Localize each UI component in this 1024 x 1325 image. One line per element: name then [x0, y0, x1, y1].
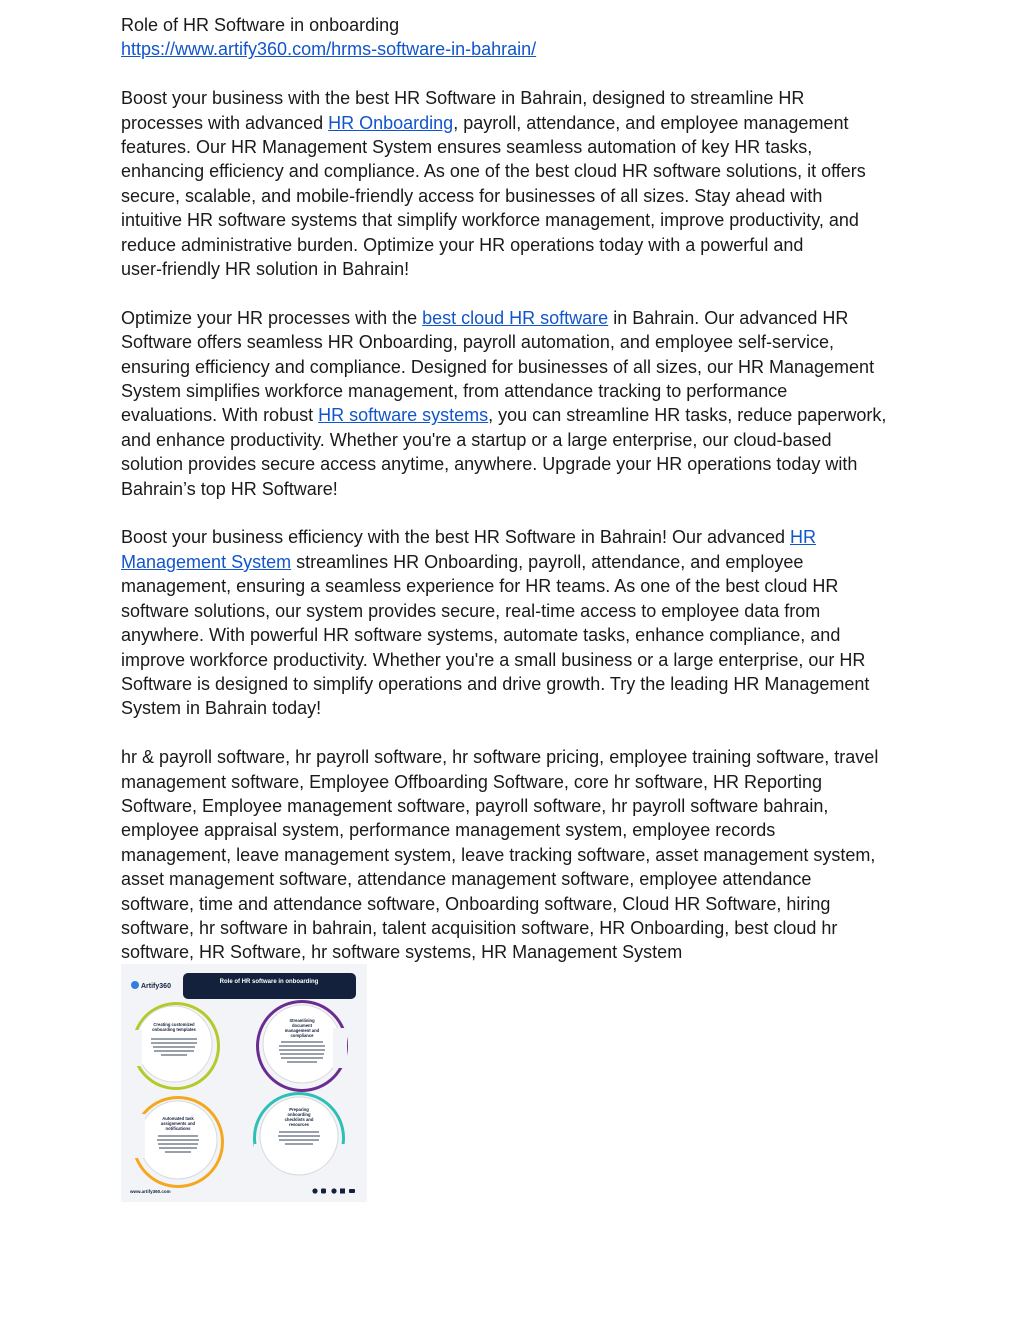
document-page — [121, 13, 911, 965]
source-url-link[interactable]: https://www.artify360.com/hrms-software-in-bahrain/ — [121, 39, 537, 60]
svg-text:assignments and: assignments and — [160, 1121, 196, 1126]
hr-management-system-link-cont[interactable]: Management System — [121, 551, 292, 572]
paragraph-line: user-friendly HR solution in Bahrain! — [121, 259, 410, 280]
paragraph-line: Bahrain’s top HR Software! — [121, 478, 338, 499]
svg-text:management and: management and — [284, 1028, 320, 1033]
svg-text:Artify360: Artify360 — [141, 983, 171, 990]
keyword-line: employee appraisal system, performance management system, employee records — [121, 820, 776, 841]
keyword-line: management software, Employee Offboarding Software, core hr software, HR Reporting — [121, 771, 823, 792]
paragraph-line: Boost your business efficiency with the best HR Software in Bahrain! Our advanced HR — [121, 527, 817, 548]
hr-management-system-link[interactable]: HR — [790, 527, 817, 548]
svg-text:Preparing: Preparing — [289, 1107, 309, 1112]
paragraph-1 — [121, 86, 911, 281]
svg-text:Automated task: Automated task — [162, 1116, 194, 1121]
paragraph-line: management, ensuring a seamless experience for HR teams. As one of the best cloud HR — [121, 576, 839, 597]
svg-text:resources: resources — [288, 1122, 310, 1127]
infographic-title: Role of HR software in onboarding — [219, 979, 319, 985]
hr-onboarding-link[interactable]: HR Onboarding — [328, 112, 454, 133]
document-title: Role of HR Software in onboarding — [121, 15, 400, 35]
keyword-line: Software, Employee management software, payroll software, hr payroll software bahrain, — [121, 795, 829, 816]
paragraph-line: processes with advanced HR Onboarding, payroll, attendance, and employee management — [121, 112, 849, 133]
youtube-icon — [349, 1189, 355, 1193]
svg-text:onboarding templates: onboarding templates — [152, 1027, 196, 1032]
facebook-icon — [312, 1188, 317, 1193]
paragraph-line: enhancing efficiency and compliance. As one of the best cloud HR software solutions, it offers — [121, 161, 866, 182]
paragraph-line: Management System streamlines HR Onboarding, payroll, attendance, and employee — [121, 551, 804, 572]
svg-text:document: document — [291, 1023, 313, 1028]
keyword-line: management, leave management system, leave tracking software, asset management system, — [121, 844, 876, 865]
keyword-line: software, HR Software, hr software systems, HR Management System — [121, 942, 683, 963]
onboarding-infographic — [121, 964, 367, 1202]
svg-text:compliance: compliance — [290, 1033, 314, 1038]
paragraph-line: evaluations. With robust HR software systems, you can streamline HR tasks, reduce paperwork, — [121, 405, 887, 426]
keyword-line: hr & payroll software, hr payroll software, hr software pricing, employee training software, travel — [121, 747, 879, 768]
svg-text:Creating customized: Creating customized — [153, 1022, 195, 1027]
keyword-line: software, hr software in bahrain, talent acquisition software, HR Onboarding, best cloud hr — [121, 917, 838, 938]
paragraph-line: features. Our HR Management System ensures seamless automation of key HR tasks, — [121, 137, 813, 158]
paragraph-line: intuitive HR software systems that simplify workforce management, improve productivity, and — [121, 210, 859, 231]
keywords-paragraph — [121, 745, 911, 965]
footer-url: www.artify360.com — [130, 1189, 171, 1194]
paragraph-line: secure, scalable, and mobile-friendly access for businesses of all sizes. Stay ahead with — [121, 185, 823, 206]
paragraph-line: System in Bahrain today! — [121, 698, 322, 719]
linkedin-icon — [340, 1189, 345, 1194]
keyword-line: asset management software, attendance management software, employee attendance — [121, 869, 812, 890]
svg-text:Streamlining: Streamlining — [289, 1018, 315, 1023]
paragraph-line: and enhance productivity. Whether you're a startup or a large enterprise, our cloud-based — [121, 429, 832, 450]
paragraph-line: Boost your business with the best HR Software in Bahrain, designed to streamline HR — [121, 88, 805, 109]
card-document-management — [256, 1000, 348, 1092]
paragraph-line: System simplifies workforce management, from attendance tracking to performance — [121, 381, 788, 402]
paragraph-line: solution provides secure access anytime, anywhere. Upgrade your HR operations today with — [121, 454, 858, 475]
svg-text:checklists and: checklists and — [284, 1117, 314, 1122]
paragraph-line: Optimize your HR processes with the best cloud HR software in Bahrain. Our advanced HR — [121, 307, 849, 328]
paragraph-3 — [121, 525, 911, 720]
paragraph-line: Software offers seamless HR Onboarding, payroll automation, and employee self-service, — [121, 332, 835, 353]
paragraph-line: reduce administrative burden. Optimize your HR operations today with a powerful and — [121, 234, 804, 255]
title-banner — [183, 973, 356, 999]
twitter-icon — [331, 1188, 336, 1193]
paragraph-line: software solutions, our system provides secure, real-time access to employee data from — [121, 600, 821, 621]
paragraph-line: anywhere. With powerful HR software systems, automate tasks, enhance compliance, and — [121, 625, 841, 646]
paragraph-2 — [121, 306, 911, 501]
paragraph-line: Software is designed to simplify operations and drive growth. Try the leading HR Management — [121, 673, 870, 694]
svg-text:notifications: notifications — [165, 1126, 191, 1131]
svg-text:onboarding: onboarding — [287, 1112, 311, 1117]
hr-software-systems-link[interactable]: HR software systems — [318, 405, 489, 426]
keyword-line: software, time and attendance software, Onboarding software, Cloud HR Software, hiring — [121, 893, 831, 914]
paragraph-line: ensuring efficiency and compliance. Designed for businesses of all sizes, our HR Management — [121, 356, 875, 377]
card-templates — [132, 1002, 220, 1090]
instagram-icon — [321, 1189, 326, 1194]
best-cloud-hr-software-link[interactable]: best cloud HR software — [422, 307, 609, 328]
card-checklists — [253, 1092, 346, 1188]
paragraph-line: improve workforce productivity. Whether you're a small business or a large enterprise, our HR — [121, 649, 866, 670]
